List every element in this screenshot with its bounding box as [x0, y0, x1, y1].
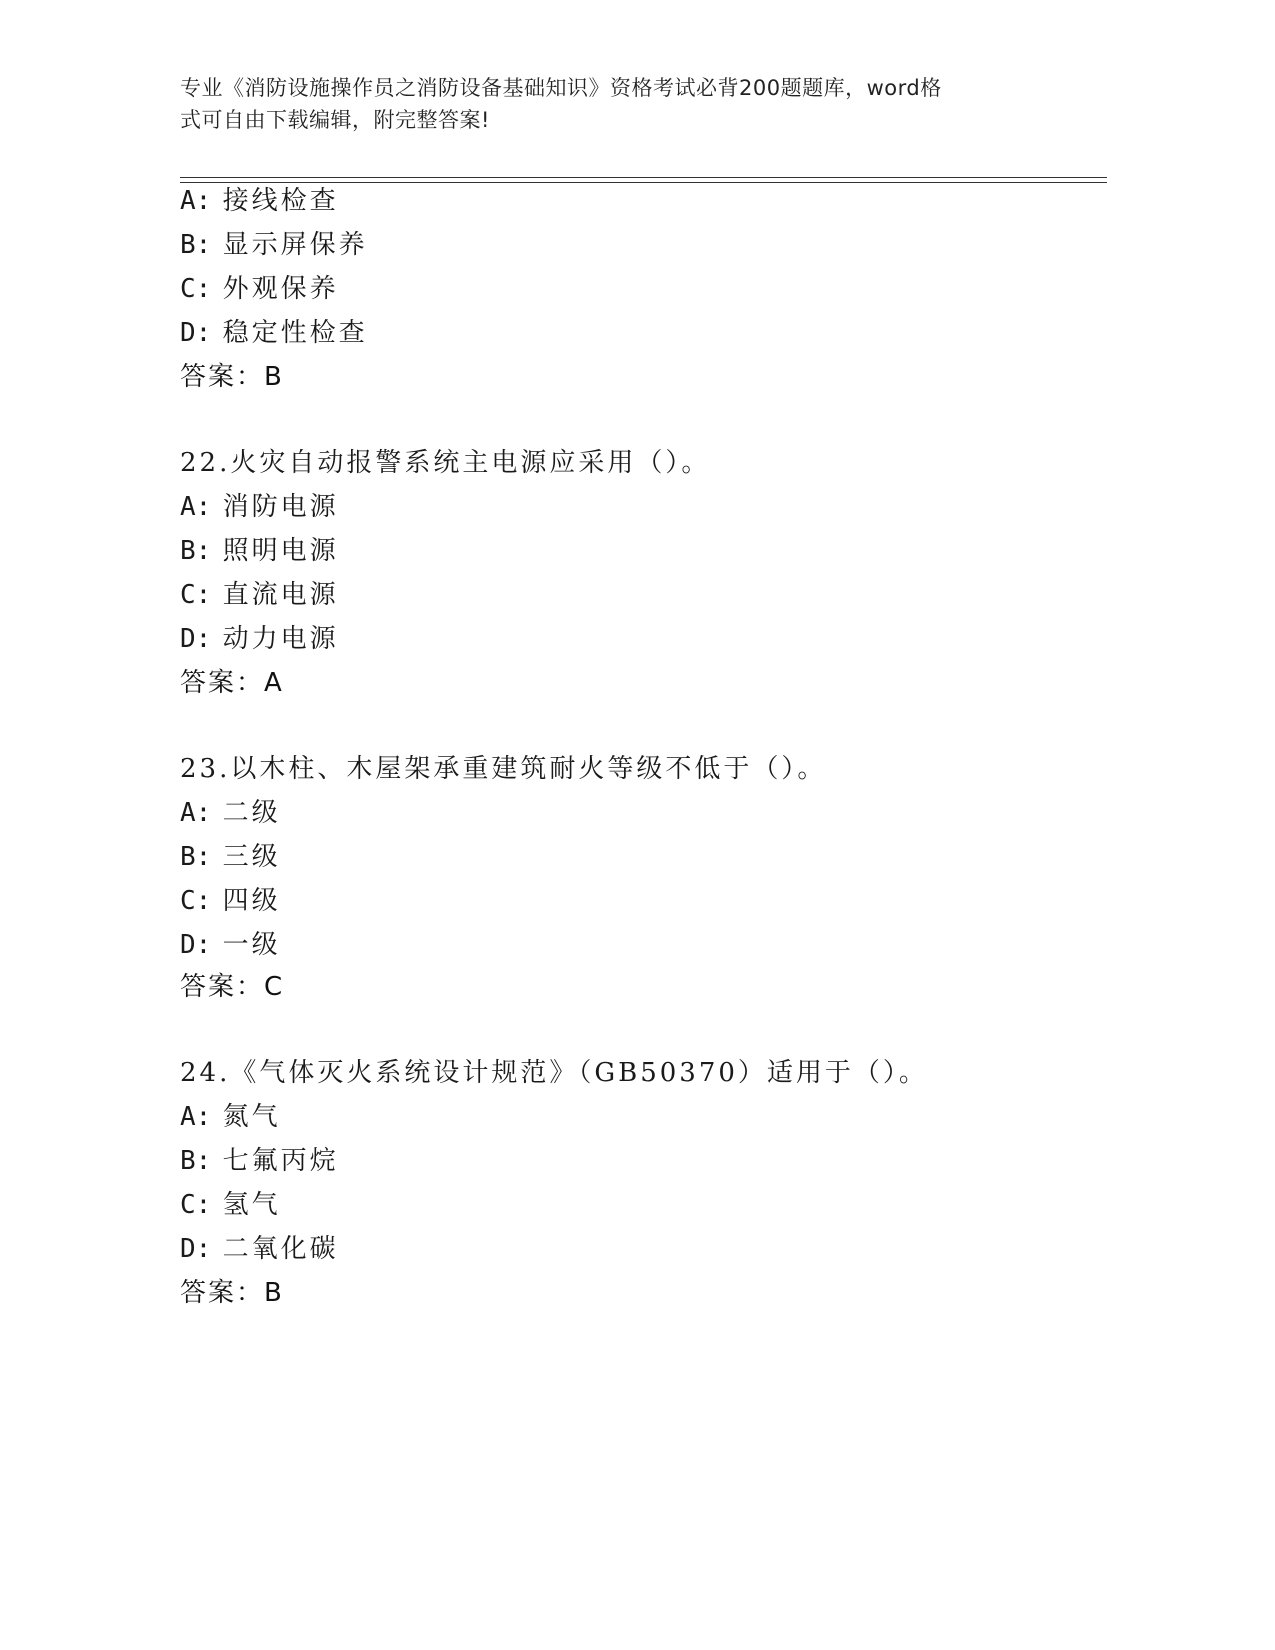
header-line-1: 专业《消防设施操作员之消防设备基础知识》资格考试必背200题题库，word格	[180, 76, 942, 100]
option-a: A: 消防电源	[180, 492, 339, 522]
option-b: B: 照明电源	[180, 536, 339, 566]
option-c: C: 氢气	[180, 1190, 281, 1220]
answer-label: 答案：B	[180, 362, 284, 392]
option-a: A: 氮气	[180, 1102, 281, 1132]
option-a: A: 接线检查	[180, 186, 339, 216]
question-23: 23.以木柱、木屋架承重建筑耐火等级不低于（）。	[180, 754, 827, 784]
option-d: D: 动力电源	[180, 624, 339, 654]
question-22: 22.火灾自动报警系统主电源应采用（）。	[180, 448, 711, 478]
question-24: 24.《气体灭火系统设计规范》（GB50370）适用于（）。	[180, 1058, 928, 1088]
option-b: B: 七氟丙烷	[180, 1146, 339, 1176]
option-c: C: 四级	[180, 886, 281, 916]
answer-label: 答案：A	[180, 668, 284, 698]
option-d: D: 二氧化碳	[180, 1234, 339, 1264]
header-line-2: 式可自由下载编辑，附完整答案!	[180, 108, 490, 132]
option-b: B: 显示屏保养	[180, 230, 368, 260]
option-c: C: 直流电源	[180, 580, 339, 610]
answer-label: 答案：B	[180, 1278, 284, 1308]
option-a: A: 二级	[180, 798, 281, 828]
header-divider-bottom	[180, 182, 1107, 183]
answer-label: 答案：C	[180, 972, 285, 1002]
option-d: D: 一级	[180, 930, 281, 960]
option-d: D: 稳定性检查	[180, 318, 368, 348]
option-b: B: 三级	[180, 842, 281, 872]
option-c: C: 外观保养	[180, 274, 339, 304]
document-header	[180, 72, 1060, 136]
header-divider-top	[180, 177, 1107, 178]
